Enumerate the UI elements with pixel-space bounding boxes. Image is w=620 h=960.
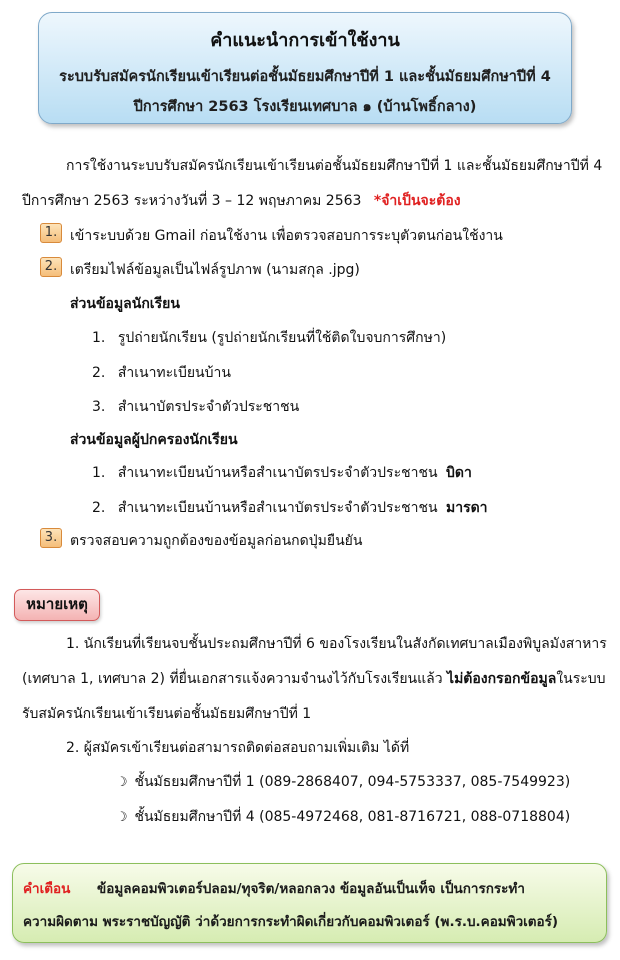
intro-date-text: ปีการศึกษา 2563 ระหว่างวันที่ 3 – 12 พฤษภาคม 2563 bbox=[22, 193, 362, 209]
student-item-3-num: 3. bbox=[92, 399, 106, 415]
note-item1-line3: รับสมัครนักเรียนเข้าเรียนต่อชั้นมัธยมศึกษาปีที่ 1 bbox=[22, 706, 312, 722]
student-item-2-num: 2. bbox=[92, 365, 106, 381]
page-title: คำแนะนำการเข้าใช้งาน bbox=[210, 30, 400, 51]
step-1-badge: 1. bbox=[40, 223, 62, 243]
parent-item-2 bbox=[92, 497, 488, 519]
contact-2-text: ชั้นมัธยมศึกษาปีที่ 4 (085-4972468, 081-8716721, 088-0718804) bbox=[134, 809, 571, 825]
parent-item-1-bold: บิดา bbox=[445, 465, 472, 481]
student-item-3-text: สำเนาบัตรประจำตัวประชาชน bbox=[117, 399, 300, 415]
step-2-text: เตรียมไฟล์ข้อมูลเป็นไฟล์รูปภาพ (นามสกุล .jpg) bbox=[70, 262, 360, 278]
student-item-2-text: สำเนาทะเบียนบ้าน bbox=[117, 365, 231, 381]
student-item-1 bbox=[92, 327, 446, 349]
student-item-2 bbox=[92, 362, 231, 384]
student-item-1-num: 1. bbox=[92, 330, 106, 346]
phone-moon-icon: ☽ bbox=[116, 810, 128, 825]
warning-line2: ความผิดตาม พระราชบัญญัติ ว่าด้วยการกระทำผิดเกี่ยวกับคอมพิวเตอร์ (พ.ร.บ.คอมพิวเตอร์) bbox=[23, 914, 559, 930]
header-subtitle-line1: ระบบรับสมัครนักเรียนเข้าเรียนต่อชั้นมัธยมศึกษาปีที่ 1 และชั้นมัธยมศึกษาปีที่ 4 bbox=[59, 69, 551, 85]
parent-item-2-bold: มารดา bbox=[445, 500, 488, 516]
phone-moon-icon: ☽ bbox=[116, 775, 128, 790]
contact-line-2 bbox=[116, 806, 570, 828]
warning-box bbox=[12, 863, 607, 943]
note-item1-line1: 1. นักเรียนที่เรียนจบชั้นประถมศึกษาปีที่ 6 ของโรงเรียนในสังกัดเทศบาลเมืองพิบูลมังสาหาร bbox=[66, 636, 607, 652]
note-no-fill-text: ไม่ต้องกรอกข้อมูล bbox=[447, 671, 557, 687]
step-2-badge: 2. bbox=[40, 257, 62, 277]
student-section-heading: ส่วนข้อมูลนักเรียน bbox=[70, 296, 180, 312]
required-note: *จำเป็นจะต้อง bbox=[373, 193, 461, 209]
student-item-1-text: รูปถ่ายนักเรียน (รูปถ่ายนักเรียนที่ใช้ติดใบจบการศึกษา) bbox=[117, 330, 447, 346]
parent-section-heading: ส่วนข้อมูลผู้ปกครองนักเรียน bbox=[70, 432, 238, 448]
student-item-3 bbox=[92, 396, 299, 418]
note-item1-line2-b: ในระบบ bbox=[556, 671, 606, 687]
intro-line1: การใช้งานระบบรับสมัครนักเรียนเข้าเรียนต่อชั้นมัธยมศึกษาปีที่ 1 และชั้นมัธยมศึกษาปีที่ 4 bbox=[66, 158, 603, 174]
note-item1-line2-a: (เทศบาล 1, เทศบาล 2) ที่ยื่นเอกสารแจ้งความจำนงไว้กับโรงเรียนแล้ว bbox=[22, 671, 448, 687]
warning-line1 bbox=[23, 877, 525, 899]
note-item2: 2. ผู้สมัครเข้าเรียนต่อสามารถติดต่อสอบถามเพิ่มเติม ได้ที่ bbox=[66, 740, 410, 756]
header-box bbox=[38, 12, 572, 124]
parent-item-1-num: 1. bbox=[92, 465, 106, 481]
step-3-badge: 3. bbox=[40, 528, 62, 548]
intro-line2 bbox=[22, 190, 461, 212]
parent-item-1-text: สำเนาทะเบียนบ้านหรือสำเนาบัตรประจำตัวประชาชน bbox=[117, 465, 438, 481]
note-item1-line2 bbox=[22, 668, 606, 690]
parent-item-2-text: สำเนาทะเบียนบ้านหรือสำเนาบัตรประจำตัวประชาชน bbox=[117, 500, 438, 516]
header-subtitle-line2: ปีการศึกษา 2563 โรงเรียนเทศบาล ๑ (บ้านโพธิ์กลาง) bbox=[133, 99, 477, 115]
warning-label: คำเตือน bbox=[23, 881, 71, 897]
step-3-text: ตรวจสอบความถูกต้องของข้อมูลก่อนกดปุ่มยืนยัน bbox=[70, 533, 363, 549]
contact-line-1 bbox=[116, 771, 570, 793]
warning-line1-text: ข้อมูลคอมพิวเตอร์ปลอม/ทุจริต/หลอกลวง ข้อมูลอันเป็นเท็จ เป็นการกระทำ bbox=[97, 881, 525, 897]
parent-item-1 bbox=[92, 462, 472, 484]
parent-item-2-num: 2. bbox=[92, 500, 106, 516]
step-1-text: เข้าระบบด้วย Gmail ก่อนใช้งาน เพื่อตรวจสอบการระบุตัวตนก่อนใช้งาน bbox=[70, 228, 503, 244]
note-tag: หมายเหตุ bbox=[14, 589, 100, 621]
contact-1-text: ชั้นมัธยมศึกษาปีที่ 1 (089-2868407, 094-5753337, 085-7549923) bbox=[134, 774, 571, 790]
